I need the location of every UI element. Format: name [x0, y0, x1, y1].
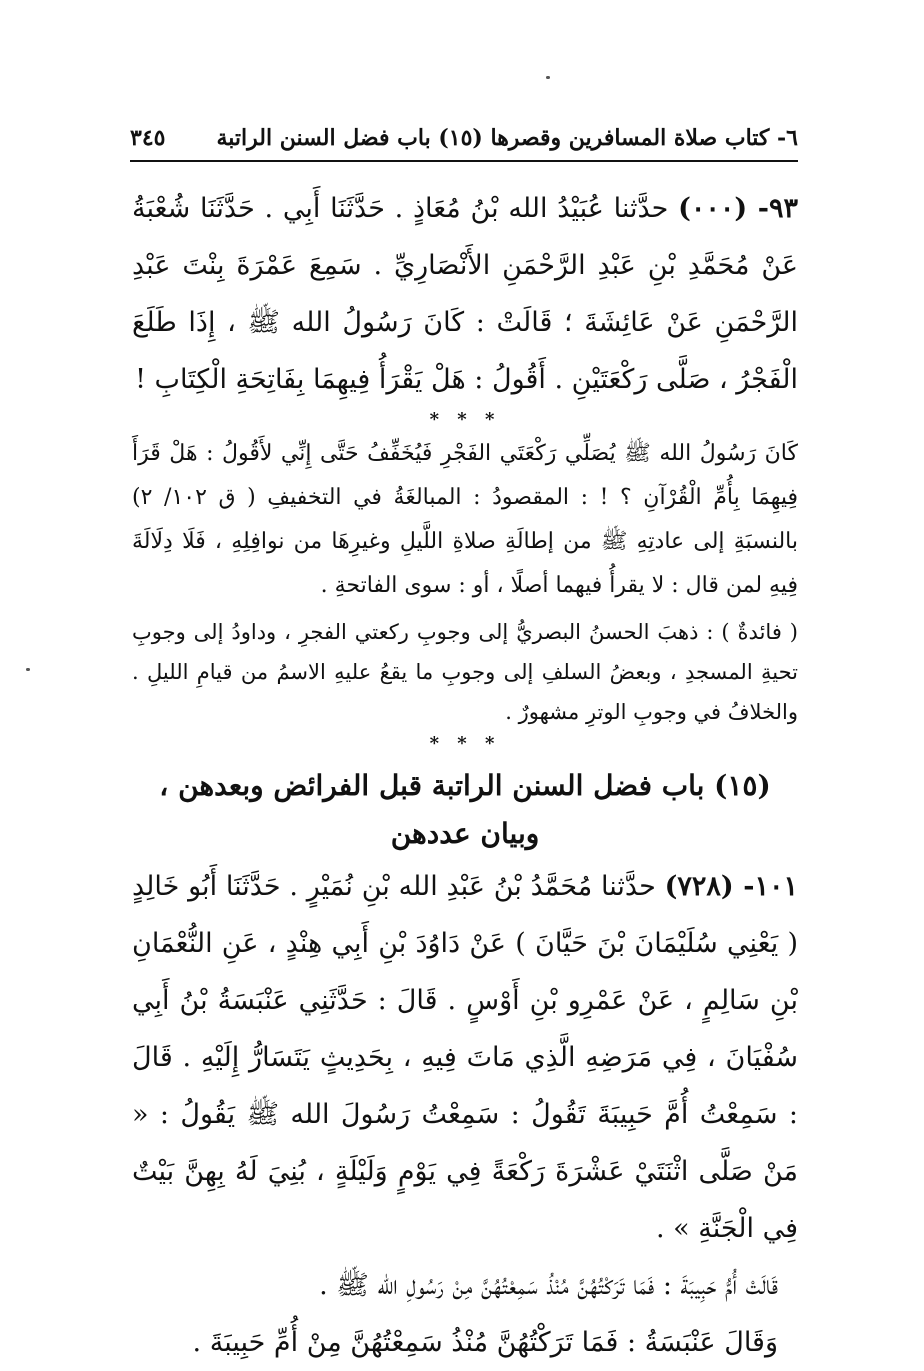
section-separator: * * *: [429, 409, 501, 430]
page-body: [132, 180, 798, 1371]
hadith-text: حدَّثنا مُحَمَّدُ بْنُ عَبْدِ الله بْنِ نُمَيْرٍ . حَدَّثَنَا أَبُو خَالِدٍ ( يَعْنِي سُلَيْمَانَ بْنَ حَيَّانَ ) عَنْ دَاوُدَ بْنِ أَبِي هِنْدٍ ، عَنِ النُّعْمَانِ بْنِ سَالِمٍ ، عَنْ عَمْرِو بْنِ أَوْسٍ . قَالَ : حَدَّثَنِي عَنْبَسَةُ بْنُ أَبِي سُفْيَانَ ، فِي مَرَضِهِ الَّذِي مَاتَ فِيهِ ، بِحَدِيثٍ يَتَسَارُّ إِلَيْهِ . قَالَ : سَمِعْتُ أُمَّ حَبِيبَةَ تَقُولُ : سَمِعْتُ رَسُولَ الله ﷺ يَقُولُ : « مَنْ صَلَّى اثْنَتَيْ عَشْرَةَ رَكْعَةً فِي يَوْمٍ وَلَيْلَةٍ ، بُنِيَ لَهُ بِهِنَّ بَيْتٌ فِي الْجَنَّةِ » .: [132, 871, 798, 1244]
scan-speck: [26, 668, 30, 671]
section-separator: * * *: [429, 733, 501, 754]
hadith-number: ١٠١- (٧٢٨): [664, 871, 798, 902]
scan-speck: [546, 76, 550, 79]
hadith-101: [132, 858, 798, 1257]
hadith-101-line-2: قَالَتْ أُمُّ حَبِيبَةَ : فَمَا تَرَكْتُهُنَّ مُنْذُ سَمِعْتُهُنَّ مِنْ رَسُولِ الله ﷺ .: [319, 1270, 778, 1301]
hadith-number: ٩٣- (٠٠٠): [678, 193, 798, 224]
page-header: [130, 118, 798, 158]
hadith-101-line-3: وَقَالَ عَنْبَسَةُ : فَمَا تَرَكْتُهُنَّ مُنْذُ سَمِعْتُهُنَّ مِنْ أُمِّ حَبِيبَةَ .: [192, 1327, 778, 1358]
commentary-benefit: ( فائدةٌ ) : ذهبَ الحسنُ البصريُّ إلى وجوبِ ركعتي الفجرِ ، وداودُ إلى وجوبِ تحيةِ المسجدِ ، وبعضُ السلفِ إلى وجوبِ ما يقعُ عليهِ الاسمُ من قيامِ الليلِ . والخلافُ في وجوبِ الوترِ مشهورٌ .: [132, 620, 798, 724]
running-title: ٦- كتاب صلاة المسافرين وقصرها (١٥) باب فضل السنن الراتبة: [216, 125, 798, 151]
hadith-93: [132, 180, 798, 408]
header-rule: [130, 160, 798, 162]
commentary-text: كَانَ رَسُولُ الله ﷺ يُصَلِّي رَكْعَتَي الفَجْرِ فَيُخَفِّفُ حَتَّى إِنِّي لأَقُولُ : هَلْ قَرَأَ فِيهِمَا بِأُمِّ الْقُرْآنِ ؟ ! : المقصودُ : المبالغَةُ في التخفيفِ ( ق ١٠٢/ ٢) بالنسبَةِ إلى عادتِهِ ﷺ من إطالَةِ صلاةِ اللَّيلِ وغيرِهَا من نوافِلِهِ ، فَلَا دِلَالَةَ فِيهِ لمن قال : لا يقرأُ فيهما أصلًا ، أو : سوى الفاتحةِ .: [132, 441, 799, 598]
hadith-text: حدَّثنا عُبَيْدُ الله بْنُ مُعَاذٍ . حَدَّثَنَا أَبِي . حَدَّثَنَا شُعْبَةُ عَنْ مُحَمَّدِ بْنِ عَبْدِ الرَّحْمَنِ الأَنْصَارِيِّ . سَمِعَ عَمْرَةَ بِنْتَ عَبْدِ الرَّحْمَنِ عَنْ عَائِشَةَ ؛ قَالَتْ : كَانَ رَسُولُ الله ﷺ ، إِذَا طَلَعَ الْفَجْرُ ، صَلَّى رَكْعَتَيْنِ . أَقُولُ : هَلْ يَقْرَأُ فِيهِمَا بِفَاتِحَةِ الْكِتَابِ !: [132, 193, 798, 395]
page-number: ٣٤٥: [130, 125, 166, 151]
chapter-heading: (١٥) باب فضل السنن الراتبة قبل الفرائض وبعدهن ، وبيان عددهن: [159, 769, 771, 850]
